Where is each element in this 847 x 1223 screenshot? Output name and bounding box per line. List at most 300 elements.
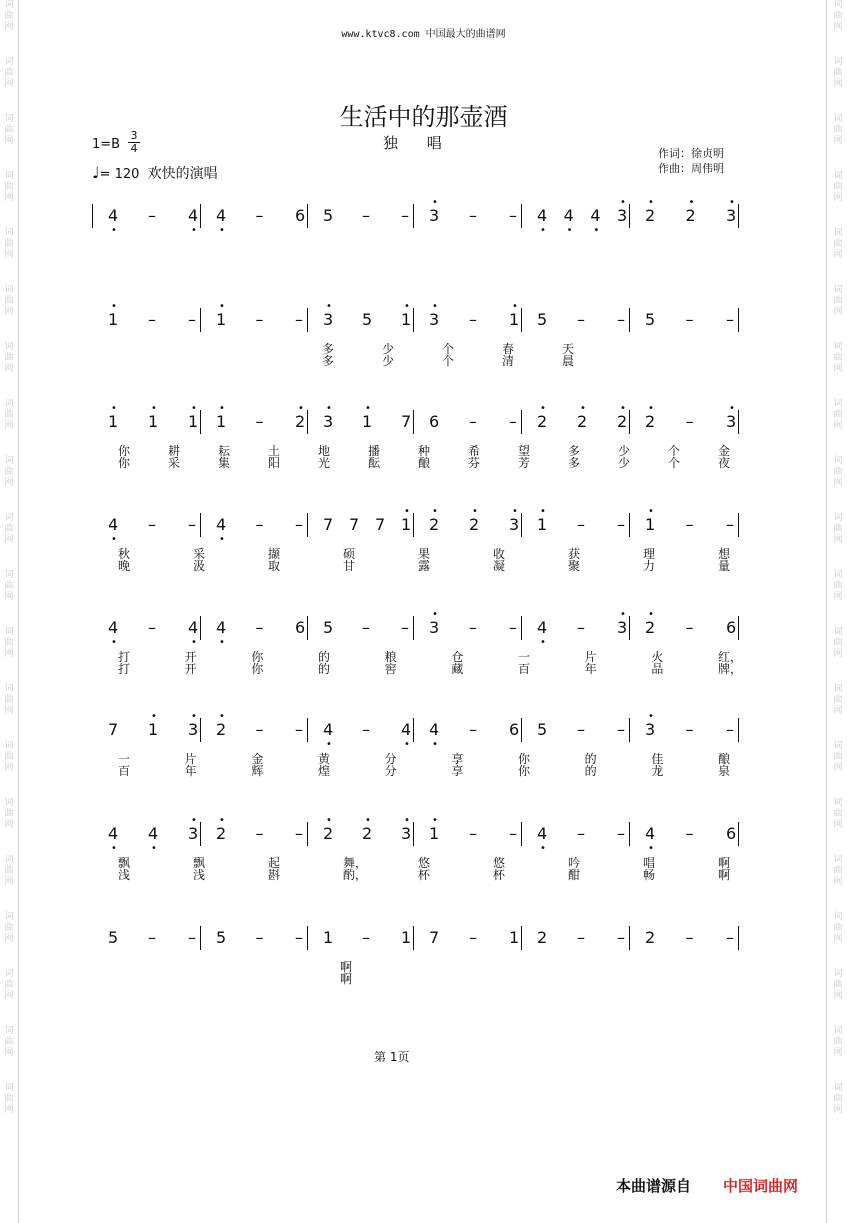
- barline: [521, 822, 522, 846]
- lyric-syllable: 土: [268, 444, 281, 458]
- note: –: [577, 515, 585, 534]
- tempo-value: = 120: [99, 167, 140, 182]
- barline: [738, 308, 739, 332]
- octave-dot: •: [512, 506, 518, 517]
- octave-dot: •: [365, 403, 371, 414]
- note: 2: [577, 412, 588, 431]
- note: 3: [401, 824, 412, 843]
- lyric-syllable: 阳: [268, 456, 281, 470]
- note: 1: [401, 928, 412, 947]
- note: 3: [323, 310, 334, 329]
- note: –: [469, 310, 477, 329]
- lyric-syllable: 浅: [193, 868, 206, 882]
- note: –: [362, 618, 370, 637]
- note: 2: [295, 412, 306, 431]
- octave-dot: •: [326, 739, 332, 750]
- note: 2: [685, 206, 696, 225]
- note: 1: [537, 515, 548, 534]
- barline: [413, 308, 414, 332]
- note: –: [685, 310, 694, 329]
- note: –: [685, 618, 694, 637]
- lyric-syllable: 悠: [418, 856, 431, 870]
- barline: [307, 513, 308, 537]
- lyric-syllable: 的: [584, 752, 597, 766]
- barline: [629, 308, 630, 332]
- lyric-syllable: 你: [118, 456, 131, 470]
- barline: [200, 204, 201, 228]
- note: –: [148, 515, 156, 534]
- barline: [629, 410, 630, 434]
- octave-dot: •: [219, 225, 225, 236]
- octave-dot: •: [219, 403, 225, 414]
- note: 4: [108, 618, 119, 637]
- lyric-syllable: 的: [318, 650, 331, 664]
- lyric-syllable: 品: [651, 662, 664, 676]
- lyric-syllable: 杯: [493, 868, 506, 882]
- note: 5: [537, 720, 548, 739]
- note: 3: [617, 618, 628, 637]
- note: –: [617, 515, 625, 534]
- time-signature: [128, 130, 140, 155]
- octave-dot: •: [404, 301, 410, 312]
- lyric-syllable: 佳: [651, 752, 664, 766]
- octave-dot: •: [191, 815, 197, 826]
- octave-dot: •: [432, 506, 438, 517]
- lyric-syllable: 片: [584, 650, 597, 664]
- lyric-syllable: 芳: [518, 456, 531, 470]
- barline: [521, 410, 522, 434]
- note: 2: [645, 206, 656, 225]
- octave-dot: •: [540, 637, 546, 648]
- barline: [629, 616, 630, 640]
- lyricist-credit: 作词：徐贞明: [658, 147, 724, 160]
- lyric-syllable: 金: [718, 444, 731, 458]
- note: –: [726, 928, 734, 947]
- octave-dot: •: [326, 815, 332, 826]
- left-watermark-strip: 词 曲 网 词 曲 网 词 曲 网 词 曲 网 词 曲 网 词 曲 网 词 曲 网 词 曲 网 词 曲 网 词 曲 网 词 曲 网 词 曲 网 词 曲 网 词 曲 网 词 曲 网 词 曲 网 词 曲 网 词 曲 网 词 曲 网 词 曲 网: [4, 0, 14, 1115]
- barline: [200, 822, 201, 846]
- lyric-syllable: 你: [251, 662, 264, 676]
- lyric-syllable: 享: [451, 764, 464, 778]
- note: 4: [429, 720, 440, 739]
- note: –: [255, 824, 264, 843]
- note: 3: [188, 824, 199, 843]
- lyric-syllable: 酌，: [343, 868, 368, 882]
- lyric-syllable: 想: [718, 547, 731, 561]
- note: –: [469, 206, 477, 225]
- lyric-syllable: 酝: [368, 456, 381, 470]
- lyric-syllable: 多: [568, 456, 581, 470]
- note: –: [577, 824, 585, 843]
- lyric-syllable: 窖: [384, 662, 397, 676]
- lyric-syllable: 种: [418, 444, 431, 458]
- note: 3: [645, 720, 656, 739]
- note: 2: [323, 824, 334, 843]
- octave-dot: •: [404, 506, 410, 517]
- lyric-syllable: 采: [168, 456, 181, 470]
- note: –: [401, 618, 409, 637]
- note: 3: [726, 412, 737, 431]
- lyric-syllable: 清: [502, 354, 515, 368]
- lyric-syllable: 芬: [468, 456, 481, 470]
- lyric-syllable: 望: [518, 444, 531, 458]
- barline: [521, 513, 522, 537]
- note: –: [362, 720, 370, 739]
- octave-dot: •: [432, 197, 438, 208]
- note: –: [726, 720, 734, 739]
- right-margin-rule: [826, 0, 827, 1223]
- octave-dot: •: [191, 637, 197, 648]
- note: –: [255, 618, 264, 637]
- barline: [92, 204, 93, 228]
- note: 7: [108, 720, 119, 739]
- barline: [200, 513, 201, 537]
- octave-dot: •: [219, 815, 225, 826]
- note: 4: [563, 206, 574, 225]
- barline: [521, 926, 522, 950]
- note: 4: [108, 824, 119, 843]
- note: 6: [726, 824, 737, 843]
- note: 4: [108, 206, 119, 225]
- octave-dot: •: [648, 197, 654, 208]
- note: 2: [537, 928, 548, 947]
- octave-dot: •: [219, 301, 225, 312]
- lyric-syllable: 粮: [384, 650, 397, 664]
- octave-dot: •: [191, 711, 197, 722]
- octave-dot: •: [729, 197, 735, 208]
- octave-dot: •: [540, 225, 546, 236]
- note: 7: [401, 412, 412, 431]
- octave-dot: •: [648, 506, 654, 517]
- note: 2: [469, 515, 480, 534]
- note: 1: [108, 310, 119, 329]
- barline: [307, 926, 308, 950]
- lyric-syllable: 分: [384, 764, 397, 778]
- note: 5: [362, 310, 373, 329]
- octave-dot: •: [648, 609, 654, 620]
- note: –: [362, 928, 370, 947]
- note: 7: [429, 928, 440, 947]
- octave-dot: •: [540, 843, 546, 854]
- barline: [307, 410, 308, 434]
- lyric-syllable: 牌，: [718, 662, 743, 676]
- note: –: [685, 720, 694, 739]
- lyric-syllable: 晚: [118, 559, 131, 573]
- octave-dot: •: [326, 301, 332, 312]
- octave-dot: •: [688, 197, 695, 208]
- note: 3: [429, 618, 440, 637]
- lyric-syllable: 个: [442, 342, 455, 356]
- lyric-syllable: 畅: [643, 868, 656, 882]
- note: 1: [509, 310, 520, 329]
- barline: [738, 718, 739, 742]
- note: 3: [323, 412, 334, 431]
- note: 4: [216, 618, 227, 637]
- barline: [738, 410, 739, 434]
- note: 5: [108, 928, 119, 947]
- note: –: [617, 720, 625, 739]
- note: 4: [108, 515, 119, 534]
- lyric-syllable: 力: [643, 559, 656, 573]
- lyric-syllable: 播: [368, 444, 381, 458]
- lyric-syllable: 晨: [562, 354, 575, 368]
- note: 5: [645, 310, 656, 329]
- lyric-syllable: 打: [118, 650, 131, 664]
- note: –: [509, 824, 517, 843]
- barline: [307, 718, 308, 742]
- note: –: [577, 928, 585, 947]
- barline: [629, 718, 630, 742]
- barline: [413, 513, 414, 537]
- lyric-syllable: 舞，: [343, 856, 368, 870]
- lyric-syllable: 煌: [318, 764, 331, 778]
- note: 2: [216, 824, 227, 843]
- lyric-syllable: 集: [218, 456, 231, 470]
- note: 2: [645, 618, 656, 637]
- note: 1: [509, 928, 520, 947]
- note: 4: [216, 206, 227, 225]
- octave-dot: •: [111, 403, 117, 414]
- octave-dot: •: [111, 534, 117, 545]
- octave-dot: •: [512, 301, 518, 312]
- note: 3: [429, 310, 440, 329]
- note: 6: [295, 206, 306, 225]
- lyric-syllable: 金: [251, 752, 264, 766]
- song-title: 生活中的那壶酒: [339, 103, 508, 131]
- note: 4: [188, 618, 199, 637]
- barline: [307, 616, 308, 640]
- octave-dot: •: [219, 534, 225, 545]
- lyric-syllable: 获: [568, 547, 581, 561]
- lyric-syllable: 泉: [718, 764, 731, 778]
- barline: [521, 308, 522, 332]
- note: 4: [188, 206, 199, 225]
- note: 3: [429, 206, 440, 225]
- note: –: [726, 515, 734, 534]
- lyric-syllable: 你: [518, 752, 531, 766]
- lyric-syllable: 百: [118, 764, 131, 778]
- lyric-syllable: 起: [268, 856, 281, 870]
- note: 1: [362, 412, 373, 431]
- lyric-syllable: 啊: [718, 868, 731, 882]
- octave-dot: •: [566, 225, 573, 236]
- note: 1: [108, 412, 119, 431]
- page-number: 第 1页: [374, 1050, 410, 1064]
- note: 6: [295, 618, 306, 637]
- note: –: [577, 720, 585, 739]
- lyric-syllable: 分: [384, 752, 397, 766]
- note: –: [577, 618, 585, 637]
- tempo-marking: [92, 163, 218, 183]
- octave-dot: •: [219, 711, 225, 722]
- octave-dot: •: [111, 843, 117, 854]
- barline: [629, 204, 630, 228]
- lyric-syllable: 杯: [418, 868, 431, 882]
- lyric-syllable: 多: [568, 444, 581, 458]
- note: 1: [401, 515, 412, 534]
- octave-dot: •: [620, 609, 626, 620]
- note: 3: [509, 515, 520, 534]
- note: 7: [375, 515, 386, 534]
- lyric-syllable: 享: [451, 752, 464, 766]
- lyric-syllable: 采: [193, 547, 206, 561]
- note: 1: [216, 412, 227, 431]
- barline: [200, 410, 201, 434]
- octave-dot: •: [648, 711, 654, 722]
- lyric-syllable: 百: [518, 662, 531, 676]
- lyric-syllable: 个: [668, 444, 681, 458]
- octave-dot: •: [620, 197, 626, 208]
- note: –: [255, 310, 264, 329]
- note: –: [148, 206, 156, 225]
- lyric-syllable: 光: [318, 456, 331, 470]
- lyric-syllable: 聚: [568, 559, 581, 573]
- lyric-syllable: 个: [442, 354, 455, 368]
- note: 1: [323, 928, 334, 947]
- note: –: [685, 515, 694, 534]
- note: 1: [216, 310, 227, 329]
- lyric-syllable: 悠: [493, 856, 506, 870]
- octave-dot: •: [432, 301, 438, 312]
- octave-dot: •: [593, 225, 600, 236]
- octave-dot: •: [151, 403, 157, 414]
- note: –: [401, 206, 409, 225]
- note: –: [685, 928, 694, 947]
- note: –: [617, 824, 625, 843]
- note: 7: [349, 515, 360, 534]
- lyric-syllable: 唱: [643, 856, 656, 870]
- barline: [413, 822, 414, 846]
- note: 5: [323, 206, 334, 225]
- note: –: [509, 412, 517, 431]
- octave-dot: •: [432, 815, 438, 826]
- lyric-syllable: 量: [718, 559, 731, 573]
- lyric-syllable: 理: [643, 547, 656, 561]
- credits: [658, 146, 724, 176]
- octave-dot: •: [472, 506, 478, 517]
- composer-credit: 作曲：周伟明: [658, 162, 724, 175]
- note: 2: [645, 928, 656, 947]
- lyric-syllable: 果: [418, 547, 431, 561]
- note: 3: [617, 206, 628, 225]
- lyric-syllable: 黄: [318, 752, 331, 766]
- lyric-syllable: 啊: [718, 856, 731, 870]
- note: –: [617, 928, 625, 947]
- barline: [738, 616, 739, 640]
- barline: [413, 410, 414, 434]
- lyric-syllable: 地: [318, 444, 331, 458]
- octave-dot: •: [191, 225, 197, 236]
- octave-dot: •: [620, 403, 626, 414]
- barline: [200, 926, 201, 950]
- footer-source-site: 中国词曲网: [723, 1177, 799, 1195]
- note: 1: [645, 515, 656, 534]
- note: 1: [188, 412, 199, 431]
- note: –: [509, 618, 517, 637]
- barline: [738, 926, 739, 950]
- note: –: [255, 928, 264, 947]
- octave-dot: •: [365, 815, 371, 826]
- lyric-syllable: 撷: [268, 547, 281, 561]
- octave-dot: •: [326, 403, 332, 414]
- octave-dot: •: [404, 815, 410, 826]
- lyric-syllable: 酿: [418, 456, 431, 470]
- octave-dot: •: [111, 301, 117, 312]
- note: –: [685, 824, 694, 843]
- lyric-syllable: 希: [468, 444, 481, 458]
- octave-dot: •: [432, 609, 438, 620]
- lyric-syllable: 少: [382, 342, 395, 356]
- octave-dot: •: [648, 843, 654, 854]
- octave-dot: •: [191, 403, 197, 414]
- note: 4: [537, 618, 548, 637]
- note: 4: [590, 206, 601, 225]
- lyric-syllable: 辉: [251, 764, 264, 778]
- note: 1: [148, 412, 159, 431]
- note: 4: [645, 824, 656, 843]
- note: –: [617, 310, 625, 329]
- lyric-syllable: 少: [618, 456, 631, 470]
- lyric-syllable: 多: [322, 354, 335, 368]
- barline: [738, 204, 739, 228]
- expression-mark: 欢快的演唱: [147, 166, 218, 182]
- note: –: [188, 310, 196, 329]
- note: 5: [216, 928, 227, 947]
- note: 2: [429, 515, 440, 534]
- octave-dot: •: [432, 739, 438, 750]
- barline: [629, 926, 630, 950]
- note: 3: [726, 206, 737, 225]
- note: 5: [323, 618, 334, 637]
- lyric-syllable: 飘: [193, 856, 206, 870]
- barline: [307, 308, 308, 332]
- barline: [629, 822, 630, 846]
- note: 1: [429, 824, 440, 843]
- time-signature-bottom: 4: [128, 142, 140, 155]
- lyric-syllable: 个: [668, 456, 681, 470]
- octave-dot: •: [151, 711, 157, 722]
- key-signature: 1=B: [92, 137, 121, 152]
- song-subtitle: 独 唱: [383, 134, 454, 152]
- note: 4: [537, 824, 548, 843]
- note: 6: [726, 618, 737, 637]
- left-margin-rule: [18, 0, 19, 1223]
- lyric-syllable: 春: [502, 342, 515, 356]
- lyric-syllable: 酿: [718, 752, 731, 766]
- note: –: [255, 720, 264, 739]
- octave-dot: •: [298, 403, 304, 414]
- note: –: [469, 618, 477, 637]
- lyric-syllable: 的: [584, 764, 597, 778]
- lyric-syllable: 的: [318, 662, 331, 676]
- lyric-syllable: 耘: [218, 444, 231, 458]
- lyric-syllable: 取: [268, 559, 281, 573]
- octave-dot: •: [648, 403, 654, 414]
- lyric-syllable: 藏: [451, 662, 464, 676]
- barline: [200, 616, 201, 640]
- lyric-syllable: 天: [562, 342, 575, 356]
- lyric-syllable: 啊: [340, 960, 353, 974]
- lyric-syllable: 酣: [568, 868, 581, 882]
- note: –: [469, 928, 477, 947]
- note: –: [685, 412, 694, 431]
- lyric-syllable: 甘: [343, 559, 356, 573]
- barline: [200, 308, 201, 332]
- note: –: [148, 618, 156, 637]
- note: –: [255, 412, 264, 431]
- note: –: [295, 720, 303, 739]
- note: –: [255, 206, 264, 225]
